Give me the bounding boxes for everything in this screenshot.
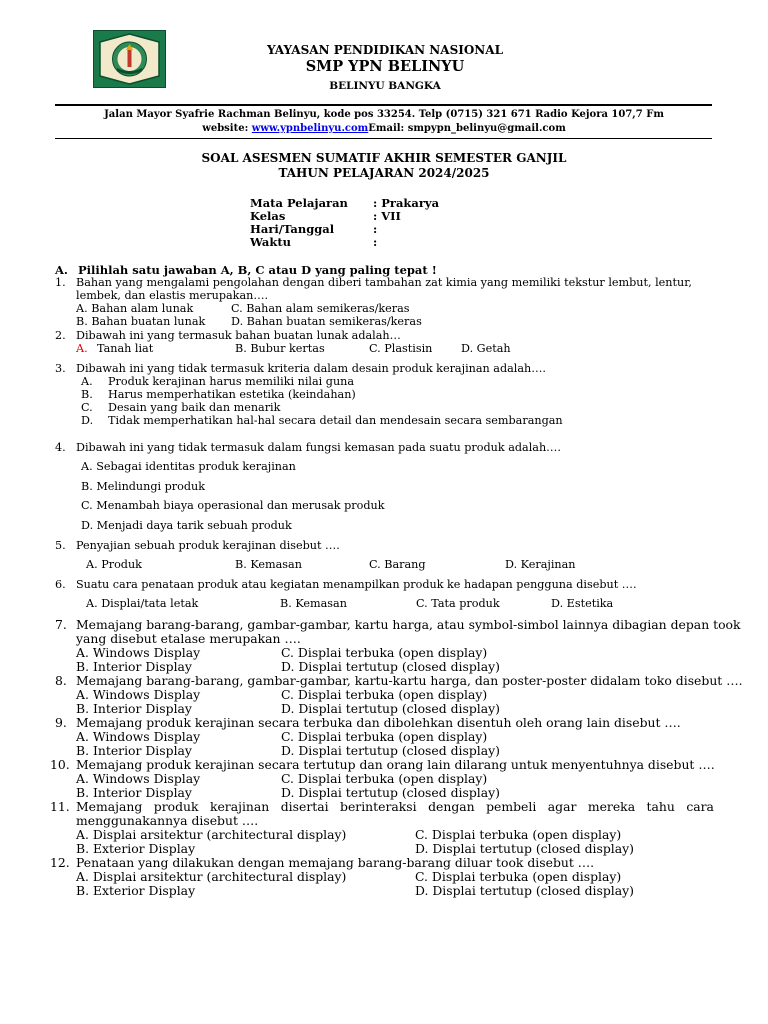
contact-line: [0, 123, 768, 134]
meta-value: :: [373, 222, 378, 236]
option-c: C. Displai terbuka (open display): [415, 827, 622, 842]
website-link[interactable]: www.ypnbelinyu.com: [251, 123, 369, 134]
question-number: 8.: [55, 673, 67, 688]
question-word: berinteraksi: [340, 799, 417, 814]
question-word: agar: [547, 799, 577, 814]
option-d-letter: D.: [81, 414, 94, 427]
question-word: produk: [153, 799, 199, 814]
question-text: Dibawah ini yang tidak termasuk kriteria dalam desain produk kerajinan adalah….: [76, 362, 546, 375]
option-b: B. Bubur kertas: [235, 342, 325, 355]
exam-title: SOAL ASESMEN SUMATIF AKHIR SEMESTER GANJIL: [201, 151, 567, 165]
question-number: 5.: [55, 539, 66, 552]
option-d: D. Displai tertutup (closed display): [281, 743, 500, 758]
question-text: Penyajian sebuah produk kerajinan disebut ….: [76, 539, 340, 552]
question-text: yang disebut etalase merupakan ….: [76, 631, 301, 646]
option-d: D. Displai tertutup (closed display): [281, 701, 500, 716]
question-text: Dibawah ini yang termasuk bahan buatan lunak adalah…: [76, 329, 401, 342]
meta-value: : Prakarya: [373, 196, 440, 210]
option-c: C. Barang: [369, 558, 426, 571]
option-b: B. Bahan buatan lunak: [76, 315, 206, 328]
meta-label: Hari/Tanggal: [250, 222, 335, 236]
question-number: 3.: [55, 362, 66, 375]
option-a: A. Windows Display: [76, 771, 201, 786]
option-c: C. Plastisin: [369, 342, 433, 355]
option-a: A. Windows Display: [76, 729, 201, 744]
school-address: Jalan Mayor Syafrie Rachman Belinyu, kode pos 33254. Telp (0715) 321 671 Radio Kejora 107,7 Fm: [104, 109, 664, 120]
question-word: mereka: [587, 799, 636, 814]
question-text: Bahan yang mengalami pengolahan dengan diberi tambahan zat kimia yang memiliki tekstur lembut, lentur,: [76, 276, 692, 289]
option-a: A. Displai arsitektur (architectural display): [76, 827, 347, 842]
question-text: Dibawah ini yang tidak termasuk dalam fungsi kemasan pada suatu produk adalah….: [76, 441, 561, 454]
meta-label: Waktu: [250, 235, 292, 249]
option-b: B. Kemasan: [280, 597, 347, 610]
question-text: Suatu cara penataan produk atau kegiatan menampilkan produk ke hadapan pengguna disebut ….: [76, 578, 637, 591]
option-a-letter: A.: [76, 342, 88, 355]
email-text: Email: smpypn_belinyu@gmail.com: [368, 123, 566, 134]
option-c: C. Displai terbuka (open display): [281, 645, 488, 660]
question-text: menggunakannya disebut ….: [76, 813, 259, 828]
question-word: Memajang: [76, 799, 143, 814]
exam-year: TAHUN PELAJARAN 2024/2025: [278, 166, 490, 180]
option-a: A. Windows Display: [76, 645, 201, 660]
option-d: D. Displai tertutup (closed display): [415, 883, 634, 898]
question-word: tahu: [646, 799, 675, 814]
foundation-name: YAYASAN PENDIDIKAN NASIONAL: [266, 43, 504, 57]
question-text: [76, 799, 714, 814]
website-label: website:: [202, 123, 252, 134]
header-divider: [55, 104, 712, 106]
option-b: B. Interior Display: [76, 659, 192, 674]
meta-label: Mata Pelajaran: [250, 196, 348, 210]
option-a: A. Displai arsitektur (architectural display): [76, 869, 347, 884]
option-d: D. Estetika: [551, 597, 614, 610]
option-c: Desain yang baik dan menarik: [108, 401, 281, 414]
option-a: A. Bahan alam lunak: [76, 302, 194, 315]
school-region: BELINYU BANGKA: [329, 80, 441, 92]
question-word: cara: [686, 799, 714, 814]
option-b: Harus memperhatikan estetika (keindahan): [108, 388, 356, 401]
meta-value: : VII: [373, 209, 401, 223]
question-text: Memajang barang-barang, gambar-gambar, kartu-kartu harga, dan poster-poster didalam toko disebut ….: [76, 673, 743, 688]
option-b: B. Melindungi produk: [81, 480, 206, 493]
option-b: B. Interior Display: [76, 785, 192, 800]
option-c-letter: C.: [81, 401, 93, 414]
option-d: D. Displai tertutup (closed display): [281, 659, 500, 674]
option-b: B. Exterior Display: [76, 841, 196, 856]
question-number: 1.: [55, 276, 66, 289]
option-c: C. Displai terbuka (open display): [281, 729, 488, 744]
option-c: C. Displai terbuka (open display): [281, 771, 488, 786]
option-a: Produk kerajinan harus memiliki nilai guna: [108, 375, 355, 388]
address-divider: [55, 138, 712, 139]
question-word: kerajinan: [209, 799, 270, 814]
option-b: B. Exterior Display: [76, 883, 196, 898]
option-c: C. Tata produk: [416, 597, 500, 610]
question-text: lembek, dan elastis merupakan….: [76, 289, 269, 302]
question-word: pembeli: [486, 799, 537, 814]
option-d: D. Getah: [461, 342, 511, 355]
question-number: 7.: [55, 617, 67, 632]
option-a-letter: A.: [81, 375, 93, 388]
option-a: A. Produk: [86, 558, 142, 571]
meta-label: Kelas: [250, 209, 286, 223]
school-name: SMP YPN BELINYU: [305, 58, 465, 75]
question-word: disertai: [280, 799, 329, 814]
option-d: D. Bahan buatan semikeras/keras: [231, 315, 422, 328]
option-c: C. Displai terbuka (open display): [415, 869, 622, 884]
option-b: B. Interior Display: [76, 701, 192, 716]
option-b: B. Kemasan: [235, 558, 302, 571]
question-number: 11.: [50, 799, 70, 814]
section-instruction: Pilihlah satu jawaban A, B, C atau D yang paling tepat !: [78, 263, 437, 277]
question-number: 2.: [55, 329, 66, 342]
option-d: Tidak memperhatikan hal-hal secara detail dan mendesain secara sembarangan: [108, 414, 563, 427]
meta-value: :: [373, 235, 378, 249]
option-d: D. Displai tertutup (closed display): [415, 841, 634, 856]
option-c: C. Displai terbuka (open display): [281, 687, 488, 702]
option-d: D. Menjadi daya tarik sebuah produk: [81, 519, 292, 532]
option-a: A. Sebagai identitas produk kerajinan: [81, 460, 296, 473]
question-number: 9.: [55, 715, 67, 730]
option-c: C. Bahan alam semikeras/keras: [231, 302, 410, 315]
option-d: D. Displai tertutup (closed display): [281, 785, 500, 800]
section-letter: A.: [55, 263, 68, 277]
question-number: 12.: [50, 855, 70, 870]
question-number: 6.: [55, 578, 66, 591]
question-text: Penataan yang dilakukan dengan memajang barang-barang diluar took disebut ….: [76, 855, 595, 870]
question-number: 10.: [50, 757, 70, 772]
question-word: dengan: [428, 799, 475, 814]
option-b-letter: B.: [81, 388, 93, 401]
option-a: A. Windows Display: [76, 687, 201, 702]
question-number: 4.: [55, 441, 66, 454]
option-d: D. Kerajinan: [505, 558, 576, 571]
question-text: Memajang produk kerajinan secara terbuka dan dibolehkan disentuh oleh orang lain disebut ….: [76, 715, 681, 730]
option-a: Tanah liat: [97, 342, 154, 355]
question-text: Memajang barang-barang, gambar-gambar, kartu harga, atau symbol-simbol lainnya dibagian depan took: [76, 617, 741, 632]
option-b: B. Interior Display: [76, 743, 192, 758]
question-text: Memajang produk kerajinan secara tertutup dan orang lain dilarang untuk menyentuhnya disebut ….: [76, 757, 715, 772]
option-c: C. Menambah biaya operasional dan merusak produk: [81, 499, 385, 512]
school-logo: [93, 30, 166, 88]
option-a: A. Displai/tata letak: [86, 597, 199, 610]
